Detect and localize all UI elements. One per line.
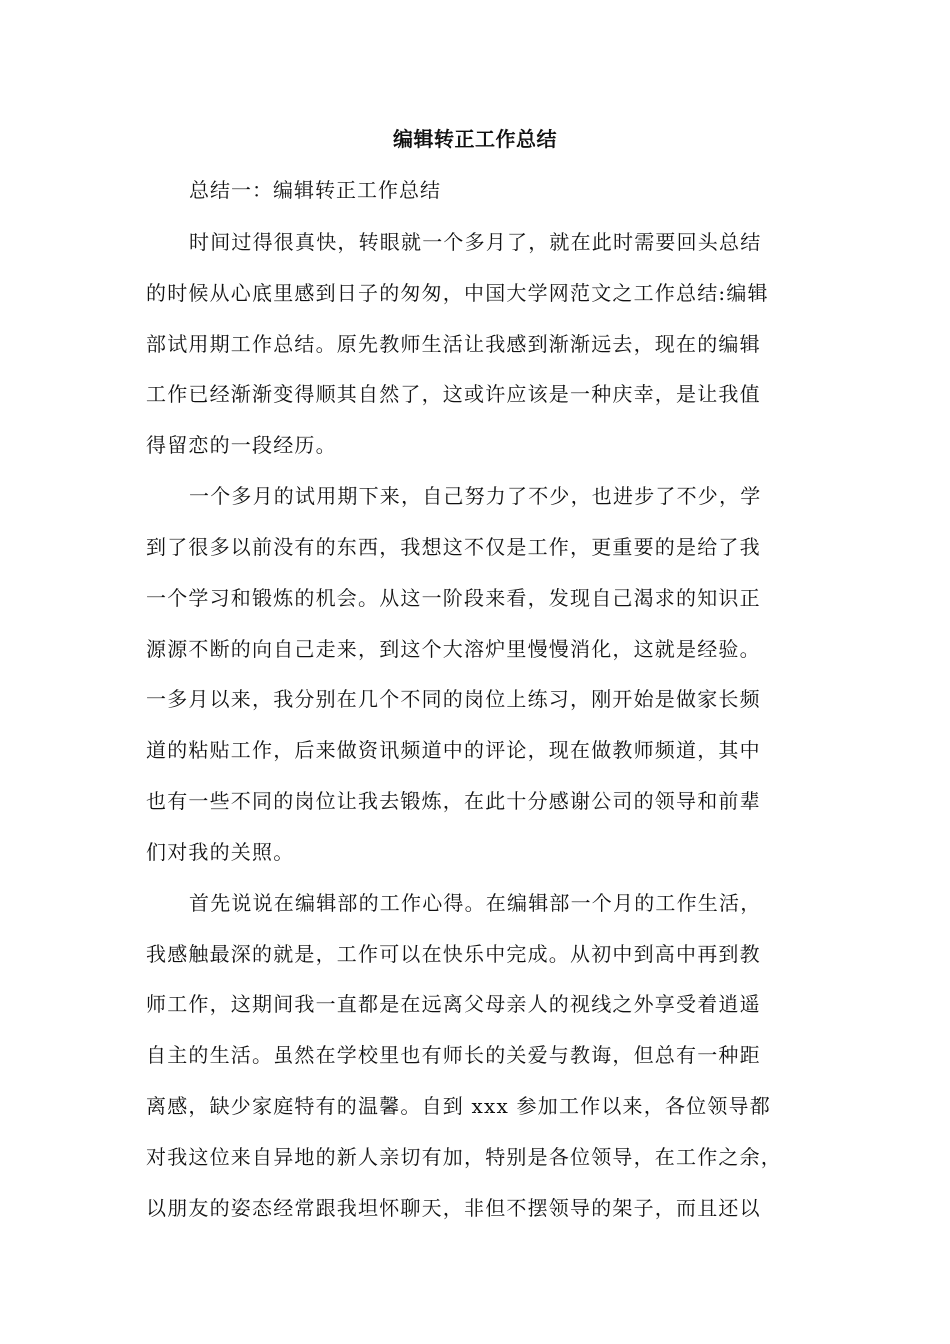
paragraph-line: 首先说说在编辑部的工作心得。在编辑部一个月的工作生活，	[189, 891, 762, 915]
paragraph-line: 工作已经渐渐变得顺其自然了，这或许应该是一种庆幸，是让我值	[146, 382, 761, 406]
paragraph-line: 一多月以来，我分别在几个不同的岗位上练习，刚开始是做家长频	[146, 687, 761, 711]
paragraph-line: 自主的生活。虽然在学校里也有师长的关爱与教诲，但总有一种距	[146, 1043, 761, 1067]
paragraph-line: 部试用期工作总结。原先教师生活让我感到渐渐远去，现在的编辑	[146, 332, 761, 356]
paragraph-line: 一个学习和锻炼的机会。从这一阶段来看，发现自己渴求的知识正	[146, 586, 761, 610]
document-title: 编辑转正工作总结	[393, 127, 557, 151]
paragraph-line: 离感，缺少家庭特有的温馨。自到 xxx 参加工作以来，各位领导都	[146, 1094, 771, 1118]
paragraph-line: 时间过得很真快，转眼就一个多月了，就在此时需要回头总结	[189, 230, 762, 254]
paragraph-line: 以朋友的姿态经常跟我坦怀聊天，非但不摆领导的架子，而且还以	[146, 1196, 761, 1220]
paragraph-line: 也有一些不同的岗位让我去锻炼，在此十分感谢公司的领导和前辈	[146, 789, 761, 813]
paragraph-line: 师工作，这期间我一直都是在远离父母亲人的视线之外享受着逍遥	[146, 992, 761, 1016]
paragraph-line: 道的粘贴工作，后来做资讯频道中的评论，现在做教师频道，其中	[146, 738, 761, 762]
paragraph-line: 的时候从心底里感到日子的匆匆，中国大学网范文之工作总结:编辑	[146, 281, 769, 305]
paragraph-line: 源源不断的向自己走来，到这个大溶炉里慢慢消化，这就是经验。	[146, 637, 761, 661]
document-subtitle: 总结一：编辑转正工作总结	[189, 178, 441, 202]
paragraph-line: 到了很多以前没有的东西，我想这不仅是工作，更重要的是给了我	[146, 535, 761, 559]
paragraph-line: 对我这位来自异地的新人亲切有加，特别是各位领导，在工作之余，	[146, 1145, 782, 1169]
paragraph-line: 得留恋的一段经历。	[146, 433, 337, 457]
paragraph-line: 们对我的关照。	[146, 840, 295, 864]
paragraph-line: 一个多月的试用期下来，自己努力了不少，也进步了不少，学	[189, 484, 762, 508]
paragraph-line: 我感触最深的就是，工作可以在快乐中完成。从初中到高中再到教	[146, 942, 761, 966]
